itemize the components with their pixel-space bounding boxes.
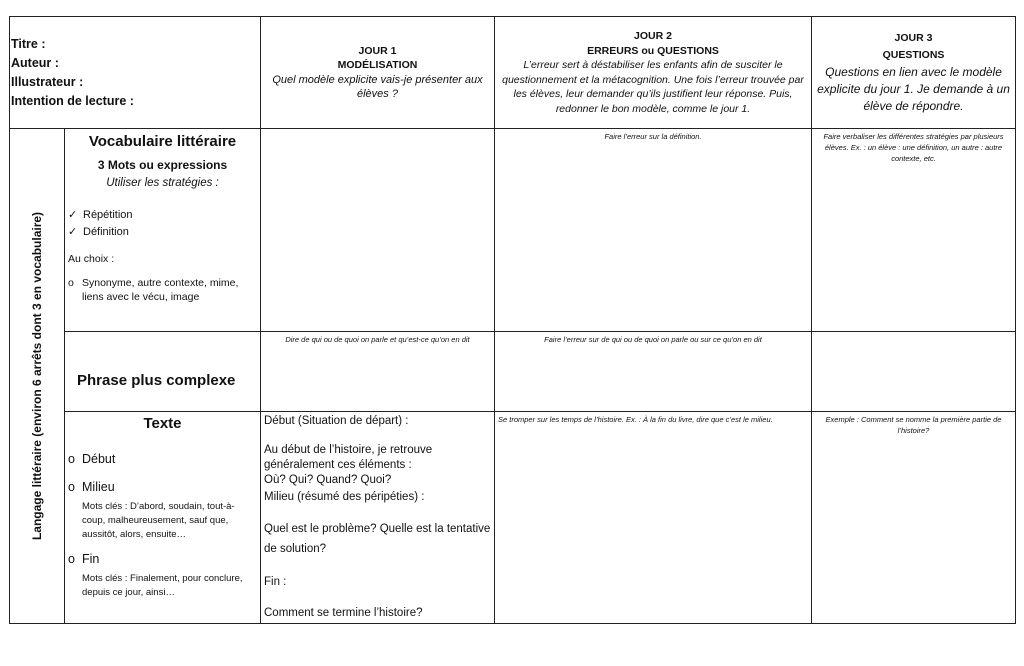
day3-title: JOUR 3 xyxy=(894,32,933,44)
texte-day1-p3: Où? Qui? Quand? Quoi? xyxy=(264,474,392,486)
vocab-day2-cell: Faire l’erreur sur la définition. xyxy=(495,129,812,332)
phrase-day2-cell: Faire l’erreur sur de qui ou de quoi on parle ou sur ce qu’on en dit xyxy=(495,332,812,412)
day1-title: JOUR 1 xyxy=(358,44,397,57)
reading-intent-label: Intention de lecture : xyxy=(11,93,134,108)
author-label: Auteur : xyxy=(11,55,59,70)
illustrator-label: Illustrateur : xyxy=(11,74,84,89)
vocab-subtitle: 3 Mots ou expressions xyxy=(97,158,228,172)
day1-description: Quel modèle explicite vais-je présenter aux élèves ? xyxy=(272,73,483,100)
texte-title: Texte xyxy=(143,415,182,432)
day3-header xyxy=(812,17,1016,129)
vocab-row xyxy=(10,129,1016,332)
header-row xyxy=(10,17,1016,129)
check-item-definition: ✓ Définition xyxy=(68,224,257,241)
texte-day1-p1: Début (Situation de départ) : xyxy=(264,415,409,427)
circle-bullet-icon: o xyxy=(68,452,75,466)
day3-description: Questions en lien avec le modèle explicite du jour 1. Je demande à un élève de répondre. xyxy=(817,65,1010,113)
lesson-plan-table xyxy=(9,16,1016,624)
texte-day2-cell: Se tromper sur les temps de l’histoire. Ex. : À la fin du livre, dire que c’est le milieu. xyxy=(495,412,812,624)
day2-subtitle: ERREURS ou QUESTIONS xyxy=(587,44,719,57)
texte-day1-p7: Comment se termine l’histoire? xyxy=(264,607,423,619)
texte-row xyxy=(10,412,1016,624)
strategy-checklist xyxy=(68,207,257,241)
day1-header xyxy=(261,17,495,129)
texte-day1-p4: Milieu (résumé des péripéties) : xyxy=(264,491,425,503)
day2-header xyxy=(495,17,812,129)
texte-day1-p2: Au début de l’histoire, je retrouve généralement ces éléments : xyxy=(264,444,433,471)
texte-item-fin: o Fin xyxy=(68,552,100,566)
day1-subtitle: MODÉLISATION xyxy=(337,59,418,71)
side-label: Langage littéraire (environ 6 arrêts dont 3 en vocabulaire) xyxy=(30,211,44,541)
vocab-instruction: Utiliser les stratégies : xyxy=(106,177,219,189)
vocab-category-cell xyxy=(65,129,261,332)
vocab-day1-cell xyxy=(261,129,495,332)
title-label: Titre : xyxy=(11,36,46,51)
choice-item xyxy=(68,276,257,304)
check-item-repetition: ✓ Répétition xyxy=(68,207,257,224)
choice-item-text: Synonyme, autre contexte, mime, liens avec le vécu, image xyxy=(82,277,239,303)
milieu-keywords: Mots clés : D’abord, soudain, tout-à-coup, malheureusement, sauf que, aussitôt, alors, ensuite… xyxy=(82,501,235,540)
side-label-cell xyxy=(10,129,65,624)
texte-day3-cell: Exemple : Comment se nomme la première partie de l’histoire? xyxy=(812,412,1016,624)
book-info-cell xyxy=(10,17,261,129)
vocab-day3-cell: Faire verbaliser les différentes stratégies par plusieurs élèves. Ex. : un élève : une définition, un autre : autre contexte, etc. xyxy=(812,129,1016,332)
day2-description: L’erreur sert à déstabiliser les enfants afin de susciter le questionnement et la métacognition. Une fois l’erreur trouvée par les élèves, leur demander qu’ils justifient leur réponse. Puis, redonner le bon modèle, comme le jour 1. xyxy=(502,59,804,115)
texte-day1-p5: Quel est le problème? Quelle est la tentative de solution? xyxy=(264,523,491,555)
circle-bullet-icon: o xyxy=(68,552,75,566)
phrase-title: Phrase plus complexe xyxy=(65,332,261,412)
choice-label: Au choix : xyxy=(68,253,115,265)
circle-bullet-icon: o xyxy=(68,480,75,494)
phrase-day1-cell: Dire de qui ou de quoi on parle et qu’est-ce qu’on en dit xyxy=(261,332,495,412)
fin-keywords: Mots clés : Finalement, pour conclure, depuis ce jour, ainsi… xyxy=(82,573,243,598)
texte-day1-cell xyxy=(261,412,495,624)
texte-item-milieu: o Milieu xyxy=(68,480,115,494)
texte-item-debut: o Début xyxy=(68,452,116,466)
phrase-day3-cell xyxy=(812,332,1016,412)
vocab-title: Vocabulaire littéraire xyxy=(88,133,237,150)
circle-bullet-icon: o xyxy=(68,277,74,289)
day2-title: JOUR 2 xyxy=(634,30,672,42)
texte-category-cell xyxy=(65,412,261,624)
day3-subtitle: QUESTIONS xyxy=(882,49,945,61)
phrase-row xyxy=(10,332,1016,412)
texte-day1-p6: Fin : xyxy=(264,576,287,588)
